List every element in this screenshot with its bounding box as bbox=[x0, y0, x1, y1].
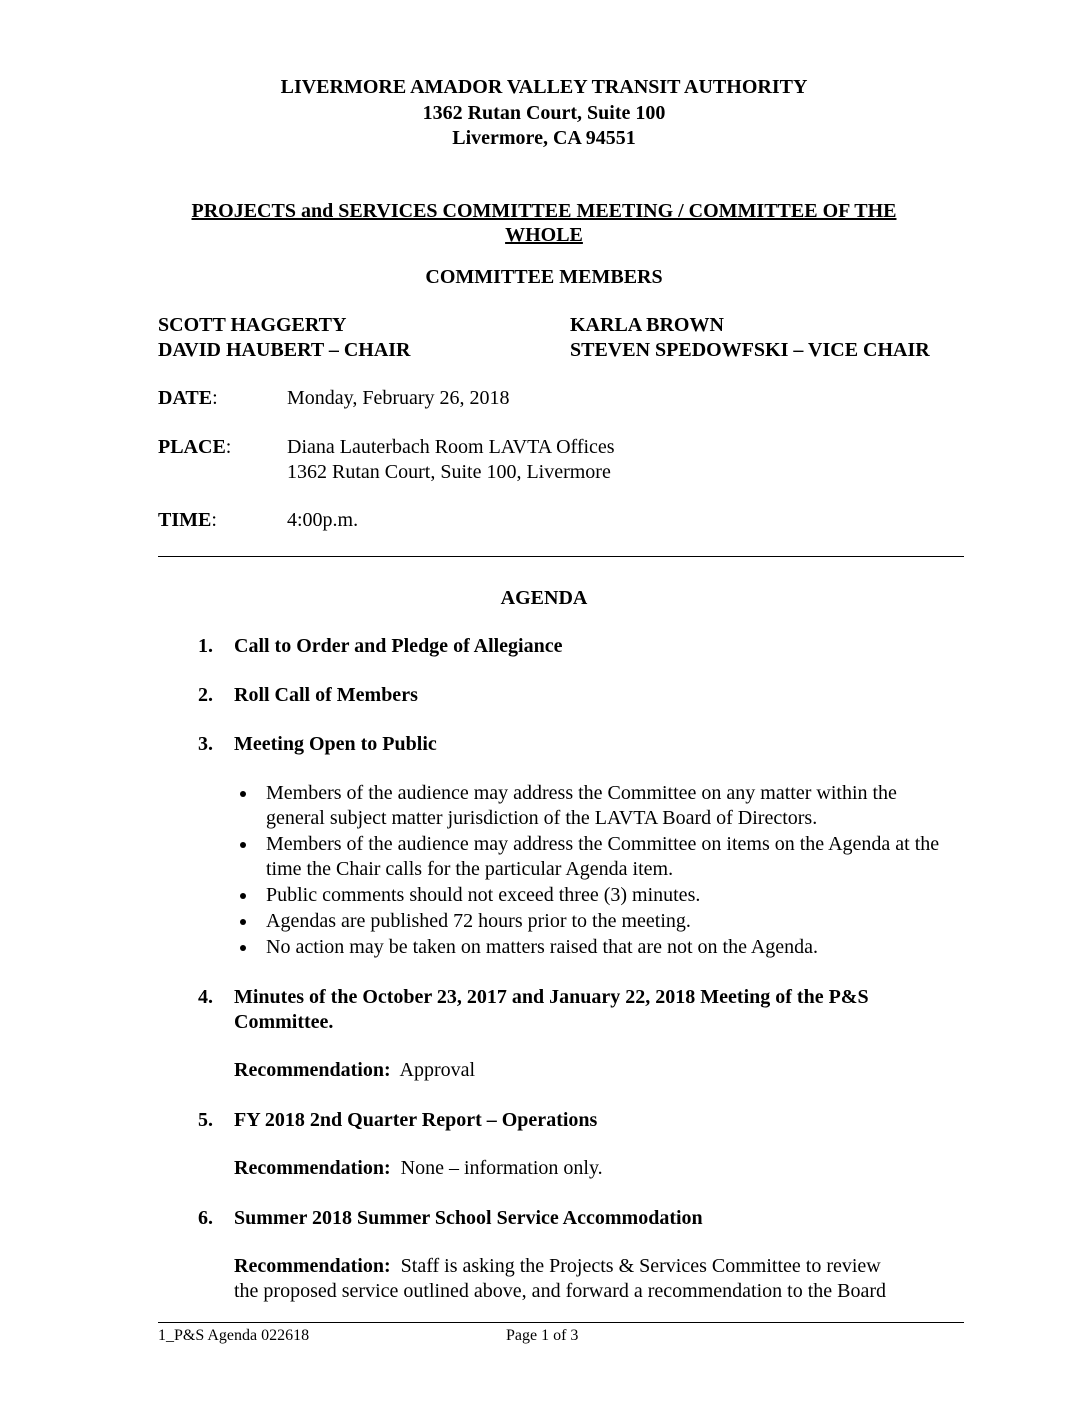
list-item: Members of the audience may address the Committee on items on the Agenda at the time the Chair calls for the particular Agenda item. bbox=[234, 832, 954, 882]
place-line2: 1362 Rutan Court, Suite 100, Livermore bbox=[287, 461, 611, 483]
agenda-item-6-title: Summer 2018 Summer School Service Accommodation bbox=[234, 1207, 703, 1229]
date-value: Monday, February 26, 2018 bbox=[287, 387, 510, 409]
place-label-row bbox=[158, 434, 231, 460]
footer-document-id: 1_P&S Agenda 022618 bbox=[158, 1327, 310, 1344]
public-comment-rules-list bbox=[234, 781, 954, 961]
agenda-item-4-title-line2: Committee. bbox=[234, 1011, 334, 1033]
list-item: No action may be taken on matters raised that are not on the Agenda. bbox=[234, 935, 954, 960]
agenda-item-4-number: 4. bbox=[198, 986, 213, 1008]
time-colon: : bbox=[211, 509, 217, 531]
recommendation-text: Approval bbox=[399, 1059, 476, 1081]
time-label: TIME bbox=[158, 509, 212, 531]
member-left-2: DAVID HAUBERT – CHAIR bbox=[158, 339, 411, 361]
footer-page-number: Page 1 of 3 bbox=[506, 1327, 579, 1344]
recommendation-label: Recommendation: bbox=[234, 1059, 391, 1081]
organization-address-line2: Livermore, CA 94551 bbox=[452, 127, 636, 149]
member-right-1: KARLA BROWN bbox=[570, 314, 724, 336]
meeting-title-line1: PROJECTS and SERVICES COMMITTEE MEETING / COMMITTEE OF THE bbox=[191, 200, 897, 222]
agenda-item-5-title: FY 2018 2nd Quarter Report – Operations bbox=[234, 1109, 598, 1131]
member-right-2: STEVEN SPEDOWFSKI – VICE CHAIR bbox=[570, 339, 930, 361]
meeting-title-line2: WHOLE bbox=[505, 224, 583, 246]
footer-divider bbox=[158, 1322, 964, 1323]
member-left-1: SCOTT HAGGERTY bbox=[158, 314, 347, 336]
organization-address-line1: 1362 Rutan Court, Suite 100 bbox=[422, 102, 666, 124]
date-label: DATE bbox=[158, 387, 213, 409]
committee-members-heading: COMMITTEE MEMBERS bbox=[425, 266, 663, 288]
agenda-item-4-recommendation bbox=[234, 1057, 954, 1083]
organization-name: LIVERMORE AMADOR VALLEY TRANSIT AUTHORITY bbox=[280, 76, 808, 98]
recommendation-text: Staff is asking the Projects & Services Committee to review bbox=[400, 1255, 881, 1277]
header-divider bbox=[158, 556, 964, 557]
date-colon: : bbox=[212, 387, 218, 409]
agenda-item-1-number: 1. bbox=[198, 635, 213, 657]
agenda-item-6-recommendation-line2: the proposed service outlined above, and forward a recommendation to the Board bbox=[234, 1280, 887, 1302]
agenda-item-4-title-line1: Minutes of the October 23, 2017 and January 22, 2018 Meeting of the P&S bbox=[234, 986, 869, 1008]
agenda-item-5-number: 5. bbox=[198, 1109, 213, 1131]
agenda-item-6-recommendation-line1 bbox=[234, 1253, 954, 1279]
agenda-item-1-title: Call to Order and Pledge of Allegiance bbox=[234, 635, 563, 657]
place-line1: Diana Lauterbach Room LAVTA Offices bbox=[287, 436, 615, 458]
agenda-item-3-title: Meeting Open to Public bbox=[234, 733, 437, 755]
agenda-item-2-title: Roll Call of Members bbox=[234, 684, 418, 706]
date-label-row bbox=[158, 385, 218, 411]
recommendation-label: Recommendation: bbox=[234, 1157, 391, 1179]
time-label-row bbox=[158, 507, 217, 533]
agenda-item-2-number: 2. bbox=[198, 684, 213, 706]
agenda-item-6-number: 6. bbox=[198, 1207, 213, 1229]
time-value: 4:00p.m. bbox=[287, 509, 359, 531]
list-item: Members of the audience may address the Committee on any matter within the general subject matter jurisdiction of the LAVTA Board of Directors. bbox=[234, 781, 954, 831]
list-item: Public comments should not exceed three (3) minutes. bbox=[234, 883, 954, 908]
recommendation-label: Recommendation: bbox=[234, 1255, 391, 1277]
recommendation-text: None – information only. bbox=[400, 1157, 603, 1179]
agenda-heading: AGENDA bbox=[500, 587, 588, 609]
agenda-item-3-number: 3. bbox=[198, 733, 213, 755]
place-colon: : bbox=[225, 436, 232, 458]
list-item: Agendas are published 72 hours prior to the meeting. bbox=[234, 909, 954, 934]
agenda-item-5-recommendation bbox=[234, 1155, 954, 1181]
place-label: PLACE bbox=[158, 436, 226, 458]
